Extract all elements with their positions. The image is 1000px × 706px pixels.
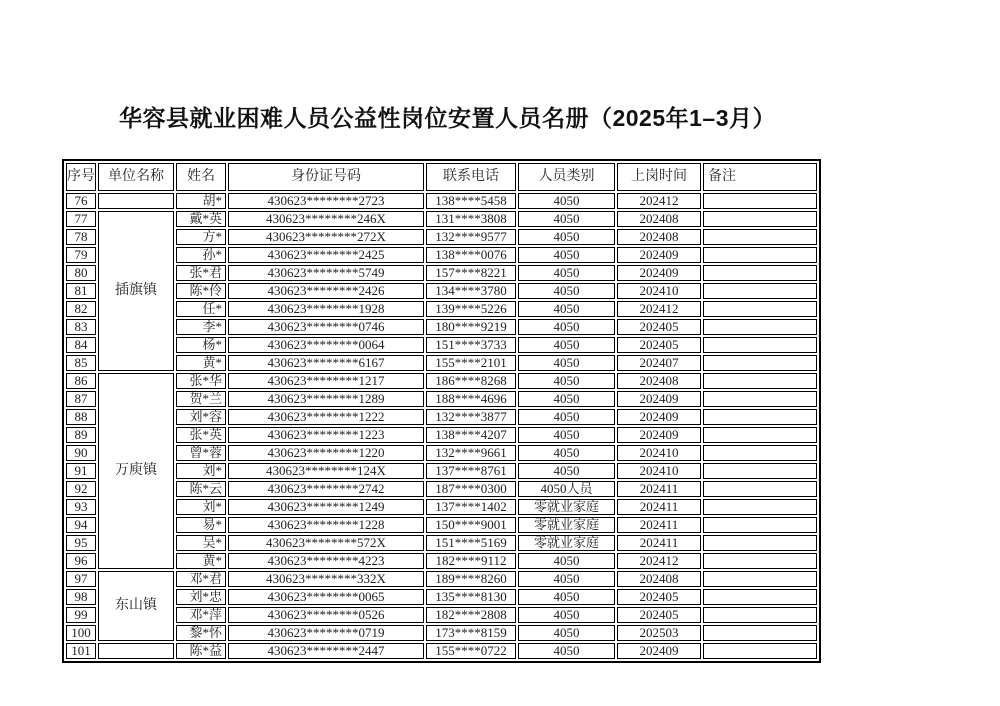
cell-id: 430623********1289 [228, 391, 424, 407]
cell-note [703, 193, 817, 209]
cell-unit [98, 193, 174, 209]
cell-start-date: 202405 [617, 589, 701, 605]
header-cell-1: 单位名称 [98, 163, 174, 191]
cell-start-date: 202410 [617, 445, 701, 461]
cell-note [703, 607, 817, 623]
cell-name: 陈*益 [176, 643, 226, 659]
cell-note [703, 481, 817, 497]
cell-phone: 151****5169 [426, 535, 516, 551]
cell-id: 430623********0064 [228, 337, 424, 353]
cell-phone: 138****5458 [426, 193, 516, 209]
cell-name: 刘*容 [176, 409, 226, 425]
cell-no: 101 [66, 643, 96, 659]
cell-start-date: 202408 [617, 373, 701, 389]
cell-note [703, 301, 817, 317]
cell-id: 430623********2426 [228, 283, 424, 299]
cell-name: 张*君 [176, 265, 226, 281]
cell-note [703, 571, 817, 587]
cell-no: 81 [66, 283, 96, 299]
cell-no: 100 [66, 625, 96, 641]
cell-no: 80 [66, 265, 96, 281]
cell-id: 430623********1249 [228, 499, 424, 515]
cell-no: 95 [66, 535, 96, 551]
table-row [66, 319, 817, 335]
header-cell-0: 序号 [66, 163, 96, 191]
cell-phone: 173****8159 [426, 625, 516, 641]
cell-id: 430623********1217 [228, 373, 424, 389]
cell-category: 4050 [518, 283, 615, 299]
cell-id: 430623********1223 [228, 427, 424, 443]
header-cell-2: 姓名 [176, 163, 226, 191]
cell-category: 零就业家庭 [518, 517, 615, 533]
cell-no: 91 [66, 463, 96, 479]
cell-category: 4050 [518, 625, 615, 641]
cell-category: 4050 [518, 373, 615, 389]
header-cell-7: 备注 [703, 163, 817, 191]
cell-phone: 157****8221 [426, 265, 516, 281]
table-row [66, 229, 817, 245]
cell-start-date: 202408 [617, 211, 701, 227]
cell-id: 430623********5749 [228, 265, 424, 281]
cell-id: 430623********332X [228, 571, 424, 587]
cell-id: 430623********6167 [228, 355, 424, 371]
cell-no: 86 [66, 373, 96, 389]
cell-start-date: 202405 [617, 337, 701, 353]
cell-id: 430623********0719 [228, 625, 424, 641]
cell-no: 93 [66, 499, 96, 515]
cell-phone: 134****3780 [426, 283, 516, 299]
header-cell-6: 上岗时间 [617, 163, 701, 191]
cell-category: 4050 [518, 265, 615, 281]
table-row [66, 589, 817, 605]
cell-phone: 182****2808 [426, 607, 516, 623]
cell-start-date: 202410 [617, 463, 701, 479]
cell-no: 92 [66, 481, 96, 497]
cell-id: 430623********4223 [228, 553, 424, 569]
cell-category: 4050 [518, 463, 615, 479]
cell-start-date: 202408 [617, 229, 701, 245]
cell-note [703, 337, 817, 353]
cell-no: 89 [66, 427, 96, 443]
cell-name: 曾*蓉 [176, 445, 226, 461]
cell-unit: 东山镇 [98, 571, 174, 641]
table-row [66, 283, 817, 299]
cell-id: 430623********572X [228, 535, 424, 551]
cell-category: 4050 [518, 607, 615, 623]
table-row [66, 301, 817, 317]
header-cell-5: 人员类别 [518, 163, 615, 191]
table-row [66, 247, 817, 263]
cell-category: 4050 [518, 589, 615, 605]
cell-start-date: 202412 [617, 193, 701, 209]
cell-phone: 186****8268 [426, 373, 516, 389]
cell-name: 杨* [176, 337, 226, 353]
cell-name: 任* [176, 301, 226, 317]
cell-id: 430623********246X [228, 211, 424, 227]
cell-category: 4050 [518, 553, 615, 569]
cell-no: 90 [66, 445, 96, 461]
cell-phone: 155****2101 [426, 355, 516, 371]
table-row [66, 265, 817, 281]
cell-start-date: 202409 [617, 643, 701, 659]
table-row [66, 643, 817, 659]
cell-note [703, 499, 817, 515]
cell-phone: 151****3733 [426, 337, 516, 353]
cell-phone: 137****1402 [426, 499, 516, 515]
cell-category: 4050人员 [518, 481, 615, 497]
cell-phone: 132****9661 [426, 445, 516, 461]
cell-start-date: 202410 [617, 283, 701, 299]
table-row [66, 607, 817, 623]
cell-start-date: 202409 [617, 391, 701, 407]
cell-name: 张*英 [176, 427, 226, 443]
cell-note [703, 391, 817, 407]
cell-category: 零就业家庭 [518, 535, 615, 551]
cell-id: 430623********124X [228, 463, 424, 479]
cell-no: 76 [66, 193, 96, 209]
table-row [66, 553, 817, 569]
cell-id: 430623********0746 [228, 319, 424, 335]
cell-phone: 189****8260 [426, 571, 516, 587]
cell-name: 方* [176, 229, 226, 245]
cell-no: 79 [66, 247, 96, 263]
cell-category: 4050 [518, 355, 615, 371]
table-row [66, 463, 817, 479]
cell-category: 零就业家庭 [518, 499, 615, 515]
cell-no: 88 [66, 409, 96, 425]
cell-note [703, 355, 817, 371]
cell-category: 4050 [518, 229, 615, 245]
cell-note [703, 319, 817, 335]
cell-note [703, 427, 817, 443]
cell-note [703, 463, 817, 479]
document-title: 华容县就业困难人员公益性岗位安置人员名册（2025年1–3月） [118, 105, 777, 131]
cell-start-date: 202407 [617, 355, 701, 371]
cell-note [703, 229, 817, 245]
cell-no: 82 [66, 301, 96, 317]
cell-name: 刘* [176, 463, 226, 479]
cell-name: 邓*君 [176, 571, 226, 587]
cell-start-date: 202409 [617, 247, 701, 263]
table-row [66, 625, 817, 641]
cell-id: 430623********1928 [228, 301, 424, 317]
cell-category: 4050 [518, 301, 615, 317]
cell-phone: 155****0722 [426, 643, 516, 659]
cell-phone: 138****4207 [426, 427, 516, 443]
cell-no: 94 [66, 517, 96, 533]
cell-category: 4050 [518, 571, 615, 587]
cell-name: 李* [176, 319, 226, 335]
cell-name: 黄* [176, 553, 226, 569]
cell-start-date: 202503 [617, 625, 701, 641]
header-cell-4: 联系电话 [426, 163, 516, 191]
cell-start-date: 202405 [617, 607, 701, 623]
cell-phone: 131****3808 [426, 211, 516, 227]
cell-category: 4050 [518, 319, 615, 335]
cell-id: 430623********1220 [228, 445, 424, 461]
cell-no: 83 [66, 319, 96, 335]
cell-name: 邓*萍 [176, 607, 226, 623]
table-row [66, 499, 817, 515]
table-row [66, 211, 817, 227]
cell-name: 黎*怀 [176, 625, 226, 641]
cell-note [703, 517, 817, 533]
cell-id: 430623********2425 [228, 247, 424, 263]
cell-note [703, 247, 817, 263]
cell-no: 87 [66, 391, 96, 407]
cell-category: 4050 [518, 409, 615, 425]
table-row [66, 391, 817, 407]
cell-unit [98, 643, 174, 659]
table-row [66, 355, 817, 371]
cell-id: 430623********2723 [228, 193, 424, 209]
table-row [66, 571, 817, 587]
header-cell-3: 身份证号码 [228, 163, 424, 191]
table-row [66, 517, 817, 533]
cell-unit: 万庾镇 [98, 373, 174, 569]
cell-start-date: 202409 [617, 265, 701, 281]
cell-start-date: 202411 [617, 517, 701, 533]
cell-note [703, 643, 817, 659]
table-row [66, 337, 817, 353]
cell-start-date: 202409 [617, 427, 701, 443]
table-row [66, 535, 817, 551]
table-row [66, 409, 817, 425]
cell-category: 4050 [518, 211, 615, 227]
table-row [66, 373, 817, 389]
cell-id: 430623********272X [228, 229, 424, 245]
cell-category: 4050 [518, 337, 615, 353]
cell-no: 77 [66, 211, 96, 227]
cell-category: 4050 [518, 643, 615, 659]
cell-id: 430623********2742 [228, 481, 424, 497]
cell-no: 84 [66, 337, 96, 353]
cell-name: 黄* [176, 355, 226, 371]
header-row [66, 163, 817, 191]
cell-phone: 135****8130 [426, 589, 516, 605]
cell-phone: 188****4696 [426, 391, 516, 407]
cell-name: 吴* [176, 535, 226, 551]
cell-start-date: 202409 [617, 409, 701, 425]
cell-phone: 139****5226 [426, 301, 516, 317]
cell-name: 陈*伶 [176, 283, 226, 299]
cell-phone: 137****8761 [426, 463, 516, 479]
cell-start-date: 202411 [617, 499, 701, 515]
cell-phone: 138****0076 [426, 247, 516, 263]
cell-no: 96 [66, 553, 96, 569]
cell-category: 4050 [518, 247, 615, 263]
cell-id: 430623********0526 [228, 607, 424, 623]
cell-no: 98 [66, 589, 96, 605]
cell-start-date: 202408 [617, 571, 701, 587]
cell-phone: 180****9219 [426, 319, 516, 335]
cell-name: 胡* [176, 193, 226, 209]
cell-start-date: 202411 [617, 535, 701, 551]
cell-start-date: 202405 [617, 319, 701, 335]
roster-table [62, 159, 821, 663]
cell-no: 85 [66, 355, 96, 371]
cell-name: 张*华 [176, 373, 226, 389]
cell-name: 陈*云 [176, 481, 226, 497]
cell-id: 430623********2447 [228, 643, 424, 659]
cell-category: 4050 [518, 427, 615, 443]
cell-note [703, 265, 817, 281]
cell-no: 99 [66, 607, 96, 623]
cell-name: 贺*兰 [176, 391, 226, 407]
cell-phone: 132****9577 [426, 229, 516, 245]
cell-category: 4050 [518, 391, 615, 407]
cell-phone: 187****0300 [426, 481, 516, 497]
cell-note [703, 445, 817, 461]
cell-name: 刘* [176, 499, 226, 515]
cell-note [703, 283, 817, 299]
table-row [66, 481, 817, 497]
cell-category: 4050 [518, 445, 615, 461]
table-row [66, 193, 817, 209]
cell-name: 戴*英 [176, 211, 226, 227]
cell-note [703, 211, 817, 227]
cell-no: 97 [66, 571, 96, 587]
cell-phone: 182****9112 [426, 553, 516, 569]
cell-id: 430623********1222 [228, 409, 424, 425]
cell-phone: 150****9001 [426, 517, 516, 533]
cell-note [703, 625, 817, 641]
cell-start-date: 202411 [617, 481, 701, 497]
cell-id: 430623********0065 [228, 589, 424, 605]
cell-no: 78 [66, 229, 96, 245]
cell-phone: 132****3877 [426, 409, 516, 425]
cell-start-date: 202412 [617, 301, 701, 317]
cell-start-date: 202412 [617, 553, 701, 569]
cell-name: 孙* [176, 247, 226, 263]
cell-note [703, 409, 817, 425]
cell-unit: 插旗镇 [98, 211, 174, 371]
cell-id: 430623********1228 [228, 517, 424, 533]
table-row [66, 445, 817, 461]
cell-note [703, 535, 817, 551]
cell-name: 刘*忠 [176, 589, 226, 605]
cell-note [703, 553, 817, 569]
cell-note [703, 589, 817, 605]
cell-note [703, 373, 817, 389]
table-row [66, 427, 817, 443]
cell-category: 4050 [518, 193, 615, 209]
cell-name: 易* [176, 517, 226, 533]
